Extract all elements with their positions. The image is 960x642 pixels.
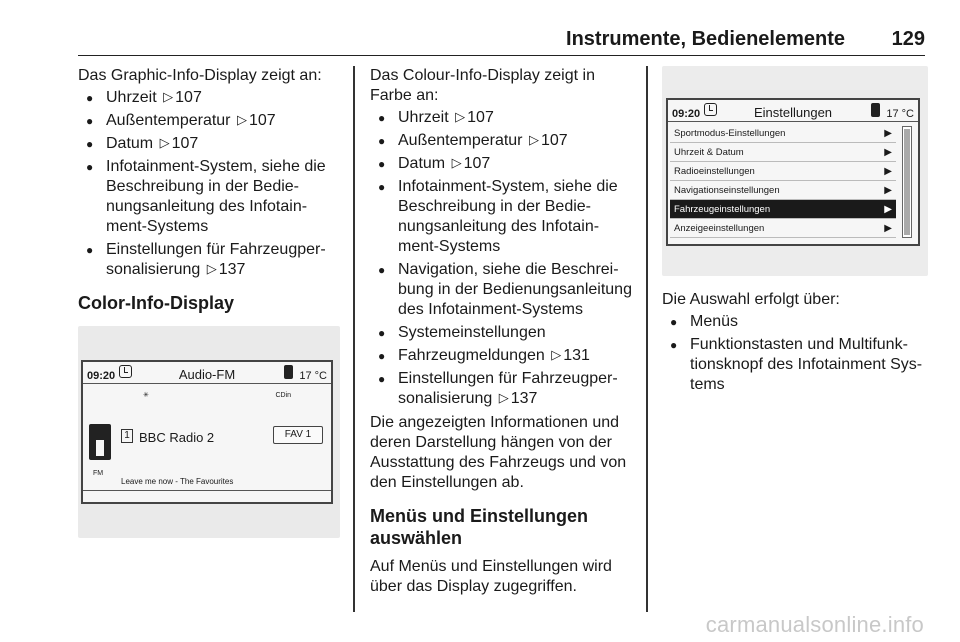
temperature-text: 17 °C bbox=[299, 370, 327, 382]
column-divider bbox=[353, 66, 355, 612]
section-heading: Color-Info-Display bbox=[78, 293, 234, 313]
page-ref[interactable]: 137 bbox=[218, 261, 246, 278]
column-3 bbox=[662, 66, 928, 399]
menu-item[interactable]: Sportmodus-Einstellungen ▶ bbox=[670, 124, 896, 143]
page-ref-icon: ▷ bbox=[236, 112, 247, 127]
list-item: ● Infotainment-System, siehe die Beschreibung in der Bedie-nungsanleitung des Infotain-ment-Systems bbox=[370, 177, 638, 257]
page-ref[interactable]: 107 bbox=[467, 109, 494, 126]
chevron-right-icon: ▶ bbox=[884, 223, 892, 234]
audio-screen-photo bbox=[78, 326, 340, 538]
menu-item[interactable]: Radioeinstellungen ▶ bbox=[670, 162, 896, 181]
list-item: ● Infotainment-System, siehe die Beschreibung in der Bedie-nungsanleitung des Infotain-ment-Systems bbox=[78, 157, 340, 237]
thermometer-icon bbox=[284, 365, 293, 379]
page-ref[interactable]: 137 bbox=[510, 390, 538, 407]
song-title: Leave me now - The Favourites bbox=[121, 477, 234, 486]
settings-menu bbox=[670, 124, 896, 238]
bullet-list bbox=[78, 88, 340, 280]
list-item: ● Uhrzeit ▷ 107 bbox=[78, 88, 340, 108]
chapter-title: Instrumente, Bedienelemente bbox=[566, 28, 845, 50]
column-divider bbox=[646, 66, 648, 612]
list-item: ● Uhrzeit ▷ 107 bbox=[370, 108, 638, 128]
page-ref[interactable]: 107 bbox=[248, 112, 276, 129]
band-label: FM bbox=[93, 470, 104, 477]
column-2 bbox=[370, 66, 638, 599]
thermometer-icon bbox=[871, 103, 880, 117]
clock-text: 09:20 bbox=[672, 108, 701, 120]
status-bar bbox=[668, 100, 918, 122]
list-item: ● Datum ▷ 107 bbox=[78, 134, 340, 154]
list-item: ● Außentemperatur ▷ 107 bbox=[370, 131, 638, 151]
status-bar bbox=[83, 362, 331, 384]
chevron-right-icon: ▶ bbox=[884, 185, 892, 196]
page-ref-icon: ▷ bbox=[206, 261, 217, 276]
menu-item-selected[interactable]: Fahrzeugeinstellungen ▶ bbox=[670, 200, 896, 219]
divider bbox=[83, 490, 331, 491]
page-ref-icon: ▷ bbox=[163, 89, 174, 104]
list-item: ● Fahrzeugmeldungen ▷ 131 bbox=[370, 346, 638, 366]
radio-icon bbox=[89, 424, 111, 460]
display-screen bbox=[666, 98, 920, 246]
body-text: Die angezeigten Informationen und deren Darstellung hängen von der Ausstattung des Fahrzeugs und von den Einstellungen ab. bbox=[370, 414, 627, 491]
bullet-list bbox=[370, 108, 638, 409]
bluetooth-icon: ✳ bbox=[143, 392, 149, 399]
page-ref[interactable]: 107 bbox=[171, 135, 199, 152]
bullet-list bbox=[662, 312, 928, 395]
list-item: ● Systemeinstellungen bbox=[370, 323, 638, 343]
chevron-right-icon: ▶ bbox=[884, 166, 892, 177]
page-number: 129 bbox=[891, 28, 925, 50]
scrollbar[interactable] bbox=[902, 126, 912, 238]
page-ref-icon: ▷ bbox=[498, 390, 509, 405]
page-ref-icon: ▷ bbox=[455, 109, 466, 124]
favourite-button[interactable]: FAV 1 bbox=[273, 426, 323, 444]
chevron-right-icon: ▶ bbox=[884, 204, 892, 215]
display-screen bbox=[81, 360, 333, 504]
page-ref-icon: ▷ bbox=[551, 347, 562, 362]
menu-item[interactable]: Uhrzeit & Datum ▶ bbox=[670, 143, 896, 162]
page-ref[interactable]: 107 bbox=[463, 155, 491, 172]
page-ref-icon: ▷ bbox=[528, 132, 539, 147]
station-name: BBC Radio 2 bbox=[139, 430, 215, 445]
cdin-label: CDin bbox=[275, 392, 291, 399]
section-heading: Menüs und Einstellungen auswählen bbox=[370, 506, 589, 548]
intro-text: Das Colour-Info-Display zeigt in Farbe an: bbox=[370, 67, 595, 104]
page-ref[interactable]: 107 bbox=[175, 89, 202, 106]
page-ref[interactable]: 131 bbox=[563, 347, 590, 364]
list-item: ● Navigation, siehe die Beschrei-bung in der Bedienungsanleitung des Infotainment-Systems bbox=[370, 260, 638, 320]
chevron-right-icon: ▶ bbox=[884, 128, 892, 139]
page-ref-icon: ▷ bbox=[159, 135, 170, 150]
list-item: ● Funktionstasten und Multifunk-tionsknopf des Infotainment Sys-tems bbox=[662, 335, 928, 395]
list-item: ● Einstellungen für Fahrzeugper-sonalisierung ▷ 137 bbox=[78, 240, 340, 280]
watermark: carmanualsonline.info bbox=[705, 612, 924, 637]
page-ref-icon: ▷ bbox=[451, 155, 462, 170]
list-item: ● Menüs bbox=[662, 312, 928, 332]
intro-text: Das Graphic-Info-Display zeigt an: bbox=[78, 67, 322, 84]
chevron-right-icon: ▶ bbox=[884, 147, 892, 158]
menu-item[interactable]: Anzeigeeinstellungen ▶ bbox=[670, 219, 896, 238]
temperature-text: 17 °C bbox=[886, 108, 914, 120]
list-item: ● Außentemperatur ▷ 107 bbox=[78, 111, 340, 131]
settings-screen-photo bbox=[662, 66, 928, 276]
column-1 bbox=[78, 66, 340, 538]
list-item: ● Datum ▷ 107 bbox=[370, 154, 638, 174]
screen-title: Einstellungen bbox=[753, 105, 833, 120]
page-header bbox=[78, 26, 925, 56]
menu-item[interactable]: Navigationseinstellungen ▶ bbox=[670, 181, 896, 200]
preset-number: 1 bbox=[121, 429, 133, 443]
screen-title: Audio-FM bbox=[178, 367, 236, 382]
clock-text: 09:20 bbox=[87, 370, 116, 382]
body-text: Auf Menüs und Einstellungen wird über das Display zugegriffen. bbox=[370, 558, 612, 595]
page-ref[interactable]: 107 bbox=[540, 132, 568, 149]
list-item: ● Einstellungen für Fahrzeugper-sonalisierung ▷ 137 bbox=[370, 369, 638, 409]
intro-text: Die Auswahl erfolgt über: bbox=[662, 291, 840, 308]
